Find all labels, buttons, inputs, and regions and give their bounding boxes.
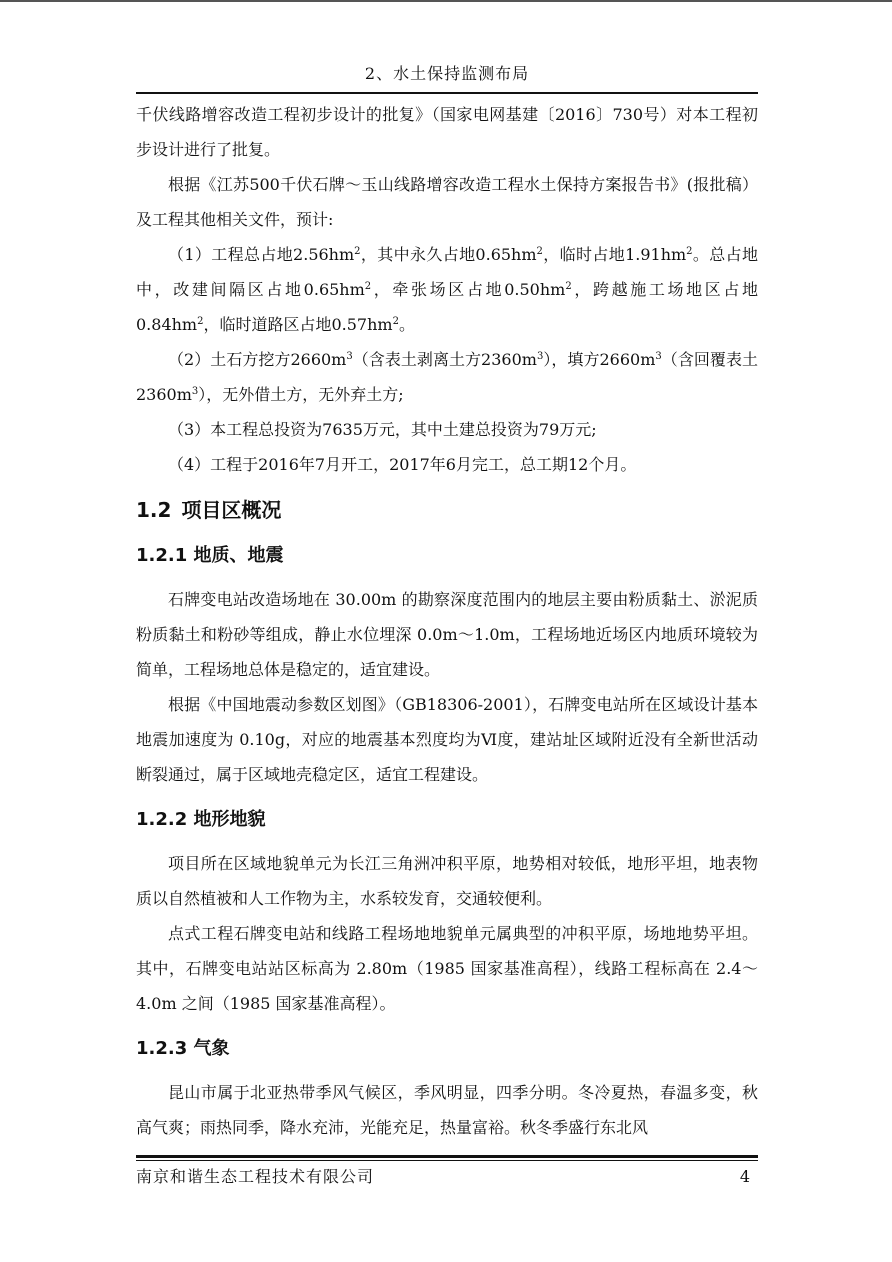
list-item-land-occupation: （1）工程总占地$2.56hm^2$，其中永久占地$0.65hm^2$，临时占地$1.91hm^2$。总占地中，改建间隔区占地$0.65hm^2$，牵张场区占地$0.50hm^2$，跨越施工场地区占地$0.84hm^2$，临时道路区占地$0.57hm^2$。 — [136, 245, 758, 334]
paragraph-approval-continued: 千伏线路增容改造工程初步设计的批复》（国家电网基建〔2016〕730号）对本工程初步设计进行了批复。 — [136, 105, 758, 159]
section-heading-1-2: 1.2 项目区概况 — [136, 498, 282, 522]
list-item-schedule: （4）工程于2016年7月开工，2017年6月完工，总工期12个月。 — [168, 455, 637, 474]
section-heading-1-2-3: 1.2.3 气象 — [136, 1038, 230, 1059]
paragraph-landform-region: 项目所在区域地貌单元为长江三角洲冲积平原，地势相对较低，地形平坦，地表物质以自然植被和人工作物为主，水系较发育，交通较便利。 — [136, 854, 758, 908]
paragraph-geology: 石牌变电站改造场地在 30.00m 的勘察深度范围内的地层主要由粉质黏土、淤泥质粉质黏土和粉砂等组成，静止水位埋深 0.0m～1.0m，工程场地近场区内地质环境较为简单，工程场地总体是稳定的，适宜建设。 — [136, 590, 758, 679]
page-number: 4 — [739, 1167, 750, 1186]
section-heading-1-2-1: 1.2.1 地质、地震 — [136, 545, 284, 566]
paragraph-estimate-intro: 根据《江苏500千伏石牌～玉山线路增容改造工程水土保持方案报告书》(报批稿）及工程其他相关文件，预计: — [136, 175, 758, 229]
page-body — [136, 97, 758, 1145]
footer-rule-thin — [136, 1160, 758, 1161]
running-header: 2、水土保持监测布局 — [364, 64, 530, 83]
footer-rule-thick — [136, 1155, 758, 1158]
header-rule — [136, 92, 758, 94]
list-item-earthwork: （2）土石方挖方$2660m^3$（含表土剥离土方$2360m^3$），填方$2660m^3$（含回覆表土$2360m^3$），无外借土方，无外弃土方; — [136, 350, 758, 404]
paragraph-seismic: 根据《中国地震动参数区划图》（GB18306-2001），石牌变电站所在区域设计基本地震加速度为 0.10g，对应的地震基本烈度均为Ⅵ度，建站址区域附近没有全新世活动断裂通过，属于区域地壳稳定区，适宜工程建设。 — [136, 695, 758, 784]
paragraph-landform-site: 点式工程石牌变电站和线路工程场地地貌单元属典型的冲积平原，场地地势平坦。其中，石牌变电站站区标高为 2.80m（1985 国家基准高程），线路工程标高在 2.4～4.0m 之间（1985 国家基准高程）。 — [136, 924, 758, 1013]
paragraph-climate: 昆山市属于北亚热带季风气候区，季风明显，四季分明。冬冷夏热，春温多变，秋高气爽；雨热同季，降水充沛，光能充足，热量富裕。秋冬季盛行东北风 — [136, 1083, 758, 1137]
section-heading-1-2-2: 1.2.2 地形地貌 — [136, 809, 266, 830]
list-item-investment: （3）本工程总投资为7635万元，其中土建总投资为79万元; — [168, 420, 597, 439]
top-border-line — [0, 0, 892, 2]
footer-company-name: 南京和谐生态工程技术有限公司 — [136, 1167, 375, 1186]
